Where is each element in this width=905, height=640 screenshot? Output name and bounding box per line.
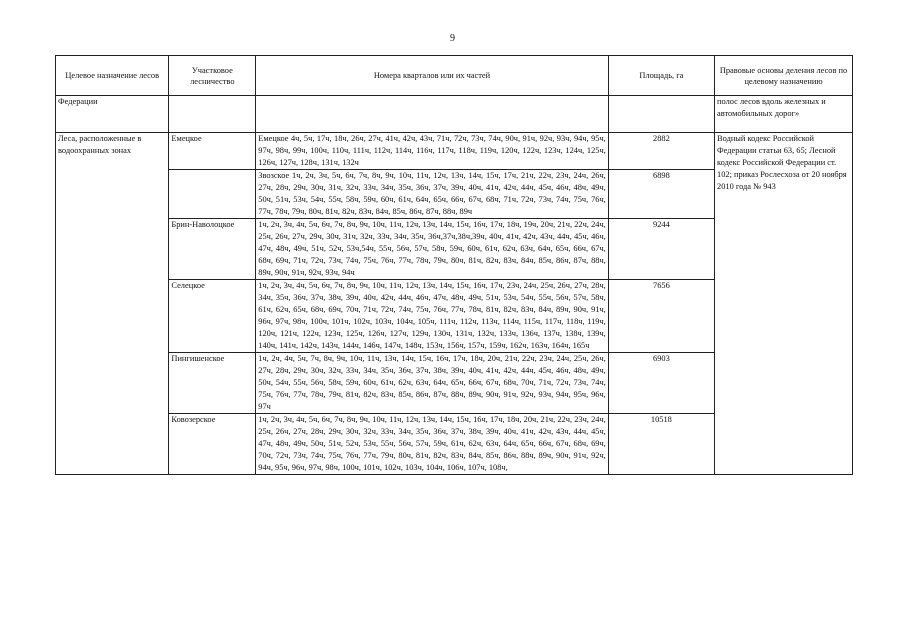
header-purpose: Целевое назначение лесов (56, 56, 169, 96)
quarter-numbers: 1ч, 2ч, 3ч, 4ч, 5ч, 6ч, 7ч, 8ч, 9ч, 10ч, 11ч, 12ч, 13ч, 14ч, 15ч, 16ч, 17ч, 18ч, 19ч, 20ч, 21ч, 22ч, 24ч, 25ч, 26ч, 27ч, 29ч, 30ч, 31ч, 32ч, 33ч, 34ч, 35ч, 36ч,37ч,38ч,39ч, 40ч, 41ч, 42ч, 43ч, 44ч, 45ч, 46ч, 47ч, 48ч, 49ч, 51ч, 52ч, 53ч,54ч, 55ч, 56ч, 57ч, 58ч, 59ч, 60ч, 61ч, 62ч, 63ч, 64ч, 65ч, 66ч, 67ч, 68ч, 69ч, 71ч, 72ч, 73ч, 74ч, 75ч, 76ч, 77ч, 78ч, 79ч, 80ч, 81ч, 82ч, 83ч, 84ч, 85ч, 86ч, 87ч, 88ч, 89ч, 90ч, 91ч, 92ч, 93ч, 94ч (256, 219, 609, 280)
legal-basis: Водный кодекс Российской Федерации статьи 63, 65; Лесной кодекс Российской Федерации ст. 102; приказ Рослесхоза от 20 ноября 2010 года № 943 (715, 133, 853, 475)
quarter-numbers: 1ч, 2ч, 4ч, 5ч, 7ч, 8ч, 9ч, 10ч, 11ч, 13ч, 14ч, 15ч, 16ч, 17ч, 18ч, 20ч, 21ч, 22ч, 23ч, 24ч, 25ч, 26ч, 27ч, 28ч, 29ч, 30ч, 32ч, 33ч, 34ч, 35ч, 36ч, 37ч, 38ч, 39ч, 40ч, 41ч, 42ч, 44ч, 45ч, 46ч, 48ч, 49ч, 50ч, 54ч, 55ч, 56ч, 58ч, 59ч, 60ч, 61ч, 62ч, 63ч, 64ч, 65ч, 66ч, 67ч, 68ч, 70ч, 71ч, 72ч, 73ч, 74ч, 75ч, 76ч, 77ч, 78ч, 79ч, 81ч, 82ч, 83ч, 85ч, 86ч, 87ч, 88ч, 89ч, 90ч, 91ч, 92ч, 93ч, 94ч, 95ч, 96ч, 97ч (256, 353, 609, 414)
quarter-numbers: Звозское 1ч, 2ч, 3ч, 5ч, 6ч, 7ч, 8ч, 9ч, 10ч, 11ч, 12ч, 13ч, 14ч, 15ч, 17ч, 21ч, 22ч, 23ч, 24ч, 26ч, 27ч, 28ч, 29ч, 30ч, 31ч, 32ч, 33ч, 34ч, 35ч, 36ч, 37ч, 39ч, 40ч, 41ч, 42ч, 44ч, 45ч, 46ч, 48ч, 49ч, 50ч, 51ч, 53ч, 54ч, 55ч, 58ч, 59ч, 60ч, 61ч, 64ч, 65ч, 66ч, 67ч, 68ч, 71ч, 72ч, 73ч, 74ч, 75ч, 76ч, 77ч, 78ч, 79ч, 80ч, 81ч, 82ч, 83ч, 84ч, 85ч, 86ч, 87ч, 88ч, 89ч (256, 170, 609, 219)
header-quarters: Номера кварталов или их частей (256, 56, 609, 96)
forestry-name: Емецкое (169, 133, 256, 170)
forestry-name (169, 170, 256, 219)
continuation-row (56, 96, 853, 133)
area-value: 9244 (608, 219, 714, 280)
page-number: 9 (450, 33, 455, 44)
forestry-name: Пингишенское (169, 353, 256, 414)
table-header-row (56, 56, 853, 96)
header-area: Площадь, га (608, 56, 714, 96)
quarter-numbers: Емецкое 4ч, 5ч, 17ч, 18ч, 26ч, 27ч, 41ч, 42ч, 43ч, 71ч, 72ч, 73ч, 74ч, 90ч, 91ч, 92ч, 93ч, 94ч, 95ч, 97ч, 98ч, 99ч, 100ч, 110ч, 111ч, 112ч, 114ч, 116ч, 117ч, 118ч, 119ч, 120ч, 122ч, 123ч, 124ч, 125ч, 126ч, 127ч, 128ч, 131ч, 132ч (256, 133, 609, 170)
area-value: 6898 (608, 170, 714, 219)
forestry-name: Ковозерское (169, 414, 256, 475)
section-purpose: Леса, расположенные в водоохранных зонах (56, 133, 169, 475)
forestry-name: Селецкое (169, 280, 256, 353)
area-value: 2882 (608, 133, 714, 170)
area-value: 10518 (608, 414, 714, 475)
continuation-purpose: Федерации (56, 96, 169, 133)
area-value: 6903 (608, 353, 714, 414)
area-value: 7656 (608, 280, 714, 353)
continuation-forestry (169, 96, 256, 133)
quarter-numbers: 1ч, 2ч, 3ч, 4ч, 5ч, 6ч, 7ч, 8ч, 9ч, 10ч, 11ч, 12ч, 13ч, 14ч, 15ч, 16ч, 17ч, 23ч, 24ч, 25ч, 26ч, 27ч, 28ч, 34ч, 35ч, 36ч, 37ч, 38ч, 39ч, 40ч, 42ч, 44ч, 46ч, 47ч, 48ч, 49ч, 51ч, 53ч, 54ч, 55ч, 56ч, 57ч, 58ч, 61ч, 62ч, 65ч, 68ч, 69ч, 70ч, 71ч, 72ч, 74ч, 75ч, 76ч, 77ч, 78ч, 81ч, 82ч, 83ч, 84ч, 89ч, 90ч, 91ч, 96ч, 97ч, 98ч, 100ч, 101ч, 102ч, 103ч, 104ч, 105ч, 111ч, 112ч, 113ч, 114ч, 115ч, 117ч, 118ч, 119ч, 120ч, 121ч, 122ч, 123ч, 125ч, 126ч, 127ч, 129ч, 130ч, 131ч, 132ч, 133ч, 136ч, 137ч, 138ч, 139ч, 140ч, 141ч, 142ч, 143ч, 144ч, 146ч, 147ч, 148ч, 153ч, 156ч, 157ч, 159ч, 162ч, 163ч, 164ч, 165ч (256, 280, 609, 353)
continuation-area (608, 96, 714, 133)
header-legal-basis: Правовые основы деления лесов по целевому назначению (715, 56, 853, 96)
quarter-numbers: 1ч, 2ч, 3ч, 4ч, 5ч, 6ч, 7ч, 8ч, 9ч, 10ч, 11ч, 12ч, 13ч, 14ч, 15ч, 16ч, 17ч, 18ч, 20ч, 21ч, 22ч, 23ч, 24ч, 25ч, 26ч, 27ч, 28ч, 29ч, 30ч, 32ч, 33ч, 34ч, 35ч, 36ч, 37ч, 38ч, 39ч, 40ч, 41ч, 42ч, 43ч, 44ч, 45ч, 47ч, 48ч, 49ч, 50ч, 51ч, 52ч, 53ч, 55ч, 56ч, 57ч, 59ч, 61ч, 62ч, 63ч, 64ч, 65ч, 66ч, 67ч, 68ч, 69ч, 70ч, 72ч, 73ч, 74ч, 75ч, 76ч, 77ч, 79ч, 80ч, 81ч, 82ч, 83ч, 84ч, 85ч, 86ч, 88ч, 89ч, 90ч, 91ч, 92ч, 94ч, 95ч, 96ч, 97ч, 98ч, 100ч, 101ч, 102ч, 103ч, 104ч, 106ч, 107ч, 108ч, (256, 414, 609, 475)
forest-purpose-table (55, 55, 853, 475)
continuation-quarters (256, 96, 609, 133)
header-forestry: Участковое лесничество (169, 56, 256, 96)
table-row (56, 133, 853, 170)
forestry-name: Брин-Наволоцкое (169, 219, 256, 280)
continuation-legal-basis: полос лесов вдоль железных и автомобильных дорог» (715, 96, 853, 133)
